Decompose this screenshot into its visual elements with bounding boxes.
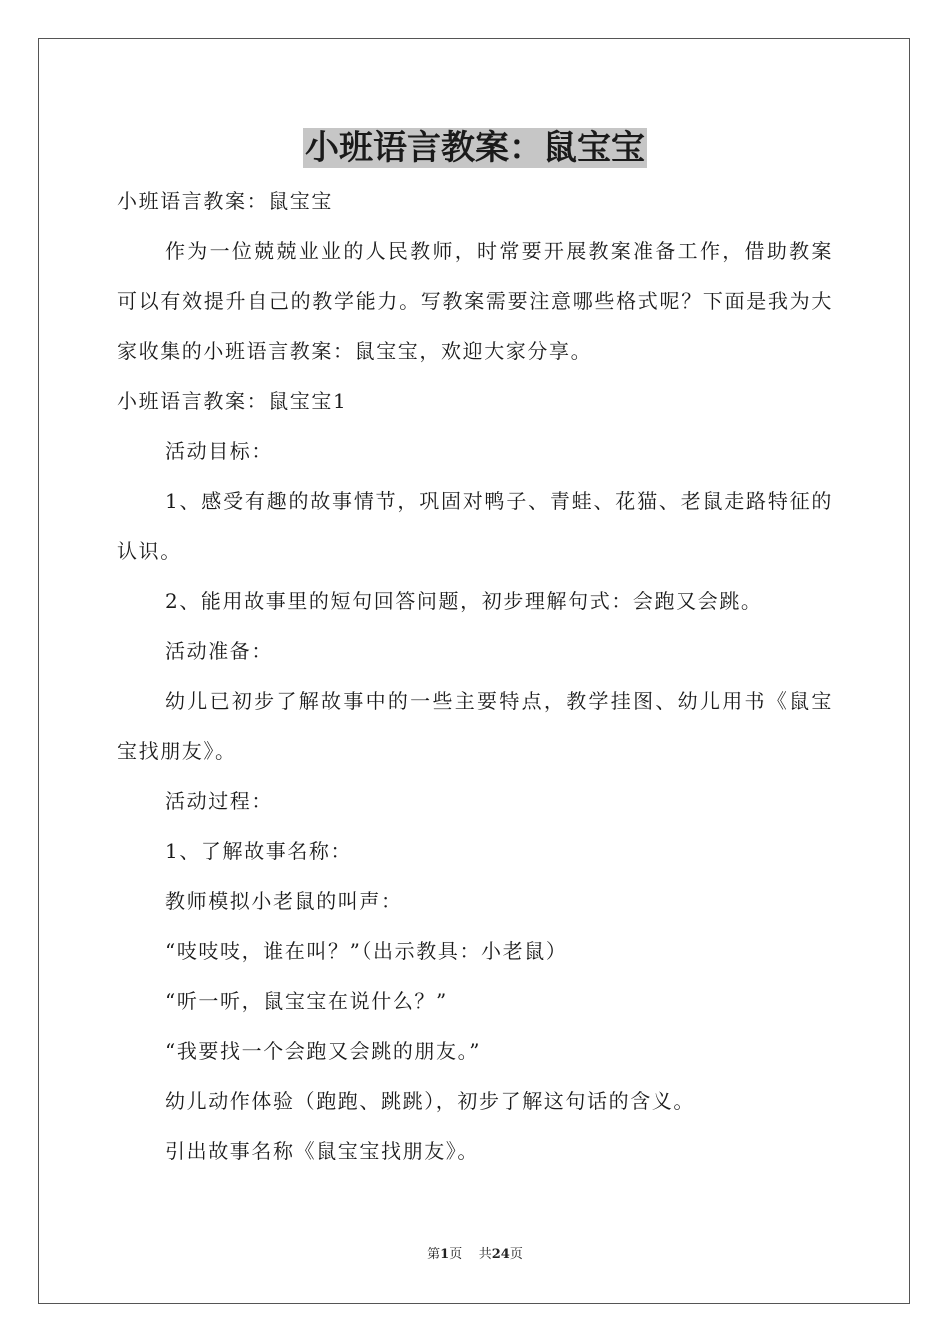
paragraph-process-heading: 活动过程： xyxy=(165,789,273,813)
paragraph-goals-heading: 活动目标： xyxy=(165,439,273,463)
paragraph-section-heading: 小班语言教案：鼠宝宝1 xyxy=(117,389,348,413)
paragraph-story-title: 引出故事名称《鼠宝宝找朋友》。 xyxy=(165,1139,479,1163)
page-footer xyxy=(0,1246,950,1264)
footer-prefix: 第 xyxy=(427,1247,441,1262)
paragraph-quote-1: “吱吱吱，谁在叫？”（出示教具：小老鼠） xyxy=(165,939,568,963)
document-title xyxy=(0,122,950,174)
footer-page-number: 1 xyxy=(440,1247,450,1262)
paragraph-preparation: 幼儿已初步了解故事中的一些主要特点，教学挂图、幼儿用书《鼠宝宝找朋友》。 xyxy=(117,689,833,763)
footer-page-unit: 页 xyxy=(449,1247,463,1262)
paragraph-intro: 作为一位兢兢业业的人民教师，时常要开展教案准备工作，借助教案可以有效提升自己的教学能力。写教案需要注意哪些格式呢？下面是我为大家收集的小班语言教案：鼠宝宝，欢迎大家分享。 xyxy=(117,239,833,363)
paragraph-preparation-heading: 活动准备： xyxy=(165,639,273,663)
paragraph-teacher-action: 教师模拟小老鼠的叫声： xyxy=(165,889,403,913)
paragraph-child-action: 幼儿动作体验（跑跑、跳跳），初步了解这句话的含义。 xyxy=(165,1089,695,1113)
footer-total-prefix: 共 xyxy=(478,1247,492,1262)
paragraph-quote-2: “听一听，鼠宝宝在说什么？” xyxy=(165,989,448,1013)
footer-total-pages: 24 xyxy=(491,1247,510,1262)
document-title-text: 小班语言教案：鼠宝宝 xyxy=(305,128,645,168)
paragraph-goal-2: 2、能用故事里的短句回答问题，初步理解句式：会跑又会跳。 xyxy=(165,589,763,613)
paragraph-step-1: 1、了解故事名称： xyxy=(165,839,353,863)
paragraph-subtitle: 小班语言教案：鼠宝宝 xyxy=(117,189,333,213)
document-body xyxy=(117,176,833,1176)
paragraph-quote-3: “我要找一个会跑又会跳的朋友。” xyxy=(165,1039,482,1063)
paragraph-goal-1: 1、感受有趣的故事情节，巩固对鸭子、青蛙、花猫、老鼠走路特征的认识。 xyxy=(117,489,833,563)
footer-total-unit: 页 xyxy=(509,1247,523,1262)
